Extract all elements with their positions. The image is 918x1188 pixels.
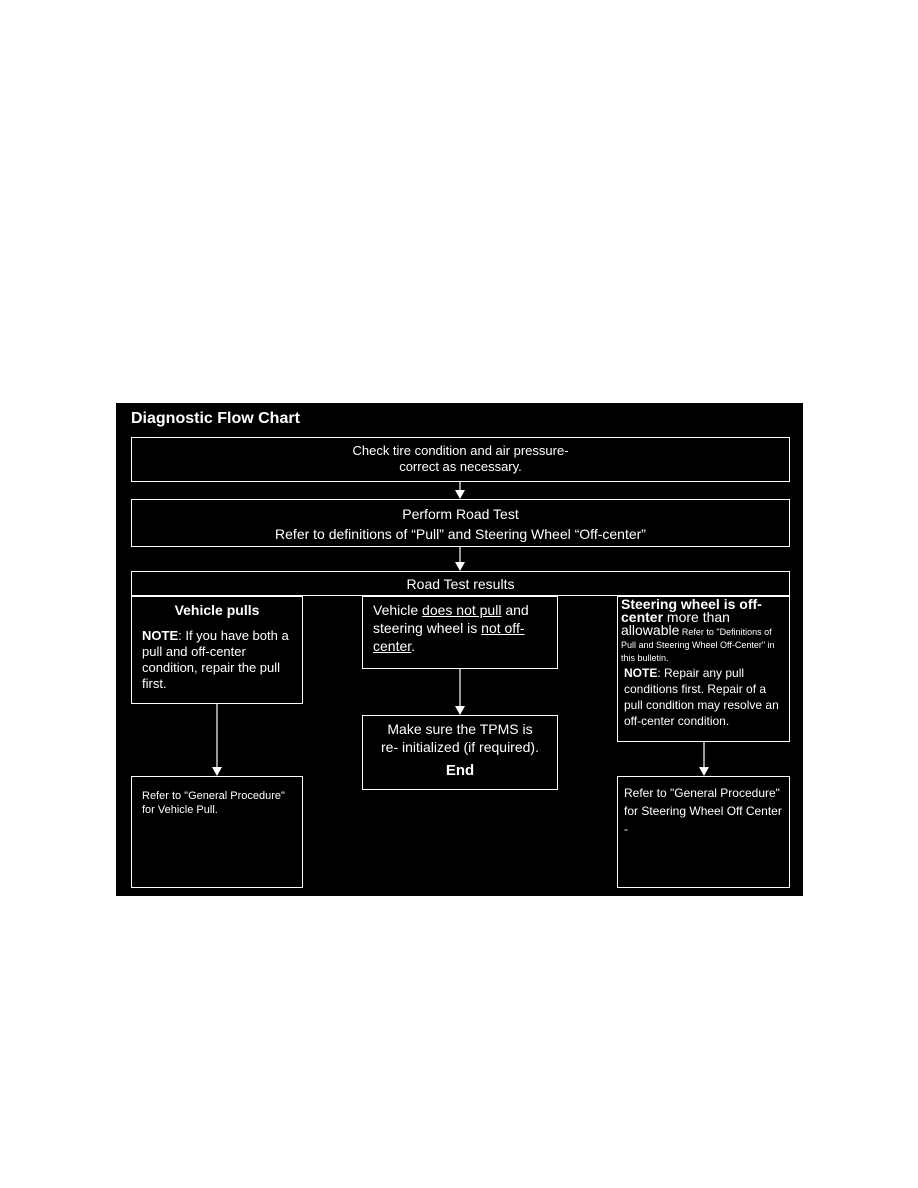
flow-arrows xyxy=(116,403,803,896)
arrow-roadtest-to-results xyxy=(455,547,465,571)
off-center-note-label: NOTE xyxy=(624,666,658,680)
no-pull-underlined-2: not off-center xyxy=(373,620,525,654)
no-pull-underlined-1: does not pull xyxy=(422,602,502,618)
chart-title: Diagnostic Flow Chart xyxy=(131,410,300,427)
arrow-pulls-to-procedure xyxy=(212,704,222,776)
pull-procedure-line-1: Refer to "General Procedure" xyxy=(142,790,285,802)
vehicle-pulls-title: Vehicle pulls xyxy=(174,602,260,618)
tpms-line-2: re- initialized (if required). xyxy=(381,739,539,755)
note-label: NOTE xyxy=(142,628,179,643)
tpms-line-1: Make sure the TPMS is xyxy=(387,721,533,737)
note-text: : If you have both a pull and off-center condition, repair the pull first. xyxy=(142,628,289,691)
arrow-offcenter-to-procedure xyxy=(699,742,709,776)
off-center-procedure-line-1: Refer to "General Procedure" xyxy=(624,786,780,800)
check-tire-line-1: Check tire condition and air pressure- xyxy=(352,443,569,458)
off-center-procedure-line-2: for Steering Wheel Off Center - xyxy=(624,804,782,836)
check-tire-line-2: correct as necessary. xyxy=(399,459,522,474)
no-pull-text-1: Vehicle xyxy=(373,602,423,618)
road-test-line-2: Refer to definitions of “Pull” and Steering Wheel “Off-center” xyxy=(275,526,646,542)
arrow-check-to-roadtest xyxy=(455,482,465,499)
road-test-results-header: Road Test results xyxy=(131,571,790,596)
road-test-line-1: Perform Road Test xyxy=(402,506,519,522)
no-pull-text-2: and steering wheel is xyxy=(373,602,529,636)
off-center-note-text: : Repair any pull conditions first. Repair of a pull condition may resolve an off-center condition. xyxy=(624,666,779,728)
pull-procedure-line-2: for Vehicle Pull. xyxy=(142,804,218,816)
off-center-head-rest: more than allowable xyxy=(621,609,730,638)
end-label: End xyxy=(445,762,475,779)
off-center-reference: Refer to "Definitions of Pull and Steering Wheel Off-Center" in this bulletin. xyxy=(621,627,775,663)
diagnostic-flow-chart xyxy=(116,403,803,896)
off-center-bold-head: Steering wheel is off-center xyxy=(621,596,762,625)
no-pull-text-3: . xyxy=(411,638,416,654)
arrow-nopull-to-tpms xyxy=(455,669,465,715)
